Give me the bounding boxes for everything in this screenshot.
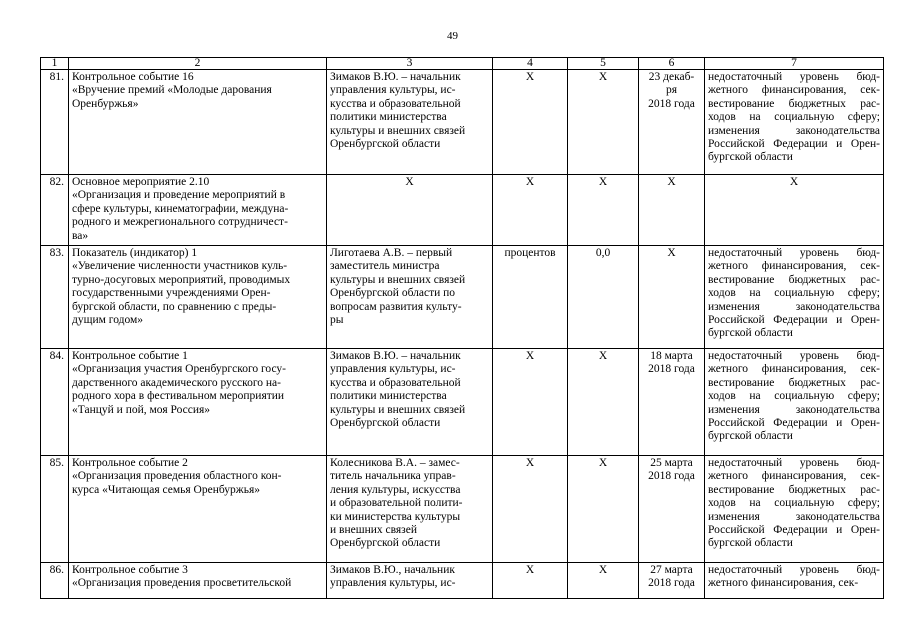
cell-line: вестирование бюджетных рас- — [708, 273, 880, 286]
table-row — [41, 246, 884, 349]
cell-line: культуры и внешних связей — [330, 124, 466, 137]
cell-line: Оренбургской области — [330, 417, 441, 430]
cell-line: X — [667, 247, 676, 260]
header-cell: 5 — [568, 58, 639, 70]
cell-line: вопросам развития культу- — [330, 300, 462, 313]
cell-line: бургской области — [708, 537, 793, 550]
cell-line: Российской Федерации и Орен- — [708, 524, 880, 537]
cell-line: «Танцуй и пой, моя Россия» — [72, 403, 211, 416]
cell-line: политики министерства — [330, 111, 447, 124]
unit-cell: X — [493, 175, 568, 246]
row-number: 86. — [41, 563, 69, 599]
cell-line: 2018 года — [648, 363, 695, 376]
table-row — [41, 70, 884, 175]
cell-line: 2018 года — [648, 577, 695, 590]
cell-line: ходов на социальную сферу; — [708, 497, 880, 510]
header-cell: 2 — [69, 58, 327, 70]
event-name-cell — [69, 563, 327, 599]
header-cell: 4 — [493, 58, 568, 70]
cell-line: жетного финансирования, сек- — [708, 84, 880, 97]
events-table — [40, 57, 884, 599]
date-cell — [639, 70, 705, 175]
value-cell: X — [568, 456, 639, 563]
row-number: 83. — [41, 246, 69, 349]
risks-cell — [705, 456, 884, 563]
header-cell: 1 — [41, 58, 69, 70]
cell-line: ходов на социальную сферу; — [708, 390, 880, 403]
value-cell: X — [568, 563, 639, 599]
cell-line: ления культуры, искусства — [330, 483, 461, 496]
event-name-cell — [69, 70, 327, 175]
cell-line: недостаточный уровень бюд- — [708, 350, 880, 363]
cell-line: Колесникова В.А. – замес- — [330, 457, 460, 470]
row-number: 81. — [41, 70, 69, 175]
responsible-cell — [327, 563, 493, 599]
event-name-cell — [69, 349, 327, 456]
cell-line: ря — [665, 84, 678, 97]
unit-cell: X — [493, 70, 568, 175]
cell-line: сфере культуры, кинематографии, междуна- — [72, 202, 289, 215]
table-row — [41, 349, 884, 456]
responsible-cell — [327, 70, 493, 175]
date-cell — [639, 349, 705, 456]
cell-line: Российской Федерации и Орен- — [708, 417, 880, 430]
cell-line: 23 декаб- — [648, 71, 695, 83]
cell-line: родного и межрегионального сотрудничест- — [72, 216, 288, 229]
cell-line: недостаточный уровень бюд- — [708, 71, 880, 83]
header-cell: 3 — [327, 58, 493, 70]
cell-line: бургской области — [708, 327, 793, 340]
cell-line: жетного финансирования, сек- — [708, 363, 880, 376]
event-name-cell — [69, 175, 327, 246]
value-cell: X — [568, 349, 639, 456]
unit-cell: процентов — [493, 246, 568, 349]
cell-line: Оренбургской области — [330, 537, 441, 550]
cell-line: государственными учреждениями Орен- — [72, 287, 271, 300]
event-name-cell — [69, 456, 327, 563]
cell-line: Контрольное событие 1 — [72, 350, 188, 363]
cell-line: «Организация проведения просветительской — [72, 577, 292, 590]
value-cell: X — [568, 175, 639, 246]
cell-line: Российской Федерации и Орен- — [708, 138, 880, 151]
cell-line: изменения законодательства — [708, 300, 880, 313]
cell-line: кусства и образовательной — [330, 97, 461, 110]
cell-line: родного хора в фестивальном мероприятии — [72, 390, 285, 403]
cell-line: изменения законодательства — [708, 124, 880, 137]
cell-line: бургской области — [708, 151, 793, 164]
cell-line: Контрольное событие 16 — [72, 71, 194, 83]
cell-line: дущим годом» — [72, 314, 144, 327]
header-cell: 7 — [705, 58, 884, 70]
cell-line: кусства и образовательной — [330, 376, 461, 389]
cell-line: Основное мероприятие 2.10 — [72, 176, 210, 188]
cell-line: X — [789, 176, 799, 188]
table-row — [41, 563, 884, 599]
cell-line: управления культуры, ис- — [330, 84, 456, 97]
value-cell: 0,0 — [568, 246, 639, 349]
event-name-cell — [69, 246, 327, 349]
row-number: 82. — [41, 175, 69, 246]
cell-line: 2018 года — [648, 470, 695, 483]
cell-line: бургской области — [708, 430, 793, 443]
date-cell — [639, 563, 705, 599]
cell-line: жетного финансирования, сек- — [708, 577, 859, 590]
cell-line: Оренбургской области — [330, 138, 441, 151]
cell-line: жетного финансирования, сек- — [708, 260, 880, 273]
cell-line: Показатель (индикатор) 1 — [72, 247, 198, 260]
cell-line: изменения законодательства — [708, 403, 880, 416]
cell-line: Российской Федерации и Орен- — [708, 314, 880, 327]
unit-cell: X — [493, 456, 568, 563]
cell-line: Лиготаева А.В. – первый — [330, 247, 453, 260]
risks-cell — [705, 70, 884, 175]
risks-cell — [705, 246, 884, 349]
date-cell — [639, 175, 705, 246]
header-cell: 6 — [639, 58, 705, 70]
cell-line: культуры и внешних связей — [330, 403, 466, 416]
responsible-cell — [327, 349, 493, 456]
cell-line: и образовательной полити- — [330, 497, 463, 510]
cell-line: и внешних связей — [330, 524, 417, 537]
cell-line: турно-досуговых мероприятий, проводимых — [72, 273, 291, 286]
cell-line: вестирование бюджетных рас- — [708, 483, 880, 496]
responsible-cell — [327, 456, 493, 563]
cell-line: «Организация проведения областного кон- — [72, 470, 282, 483]
cell-line: Оренбуржья» — [72, 97, 139, 110]
cell-line: изменения законодательства — [708, 510, 880, 523]
table-row — [41, 456, 884, 563]
cell-line: Зимаков В.Ю. – начальник — [330, 71, 461, 83]
date-cell — [639, 246, 705, 349]
risks-cell — [705, 175, 884, 246]
cell-line: политики министерства — [330, 390, 447, 403]
cell-line: Контрольное событие 3 — [72, 564, 188, 577]
value-cell: X — [568, 70, 639, 175]
risks-cell — [705, 349, 884, 456]
header-row — [41, 58, 884, 70]
row-number: 85. — [41, 456, 69, 563]
row-number: 84. — [41, 349, 69, 456]
cell-line: управления культуры, ис- — [330, 363, 456, 376]
cell-line: «Организация участия Оренбургского госу- — [72, 363, 286, 376]
cell-line: X — [667, 176, 676, 188]
cell-line: заместитель министра — [330, 260, 440, 273]
cell-line: недостаточный уровень бюд- — [708, 247, 880, 260]
unit-cell: X — [493, 563, 568, 599]
cell-line: дарственного академического русского на- — [72, 376, 281, 389]
cell-line: 2018 года — [648, 97, 695, 110]
cell-line: жетного финансирования, сек- — [708, 470, 880, 483]
page-number: 49 — [447, 30, 458, 42]
cell-line: 25 марта — [650, 457, 693, 470]
cell-line: вестирование бюджетных рас- — [708, 376, 880, 389]
responsible-cell — [327, 246, 493, 349]
cell-line: 27 марта — [650, 564, 693, 577]
table-row — [41, 175, 884, 246]
cell-line: ры — [330, 314, 344, 327]
cell-line: Зимаков В.Ю. – начальник — [330, 350, 461, 363]
risks-cell — [705, 563, 884, 599]
cell-line: курса «Читающая семья Оренбуржья» — [72, 483, 261, 496]
cell-line: ва» — [72, 229, 89, 242]
cell-line: недостаточный уровень бюд- — [708, 457, 880, 470]
responsible-cell — [327, 175, 493, 246]
cell-line: ходов на социальную сферу; — [708, 287, 880, 300]
cell-line: титель начальника управ- — [330, 470, 456, 483]
cell-line: X — [405, 176, 414, 188]
cell-line: Контрольное событие 2 — [72, 457, 188, 470]
cell-line: ки министерства культуры — [330, 510, 461, 523]
cell-line: бургской области, по сравнению с преды- — [72, 300, 277, 313]
cell-line: управления культуры, ис- — [330, 577, 456, 590]
cell-line: «Увеличение численности участников куль- — [72, 260, 288, 273]
cell-line: Оренбургской области по — [330, 287, 456, 300]
cell-line: 18 марта — [650, 350, 693, 363]
cell-line: «Вручение премий «Молодые дарования — [72, 84, 272, 97]
unit-cell: X — [493, 349, 568, 456]
cell-line: «Организация и проведение мероприятий в — [72, 189, 286, 202]
cell-line: культуры и внешних связей — [330, 273, 466, 286]
cell-line: недостаточный уровень бюд- — [708, 564, 880, 577]
cell-line: вестирование бюджетных рас- — [708, 97, 880, 110]
cell-line: ходов на социальную сферу; — [708, 111, 880, 124]
date-cell — [639, 456, 705, 563]
cell-line: Зимаков В.Ю., начальник — [330, 564, 455, 577]
